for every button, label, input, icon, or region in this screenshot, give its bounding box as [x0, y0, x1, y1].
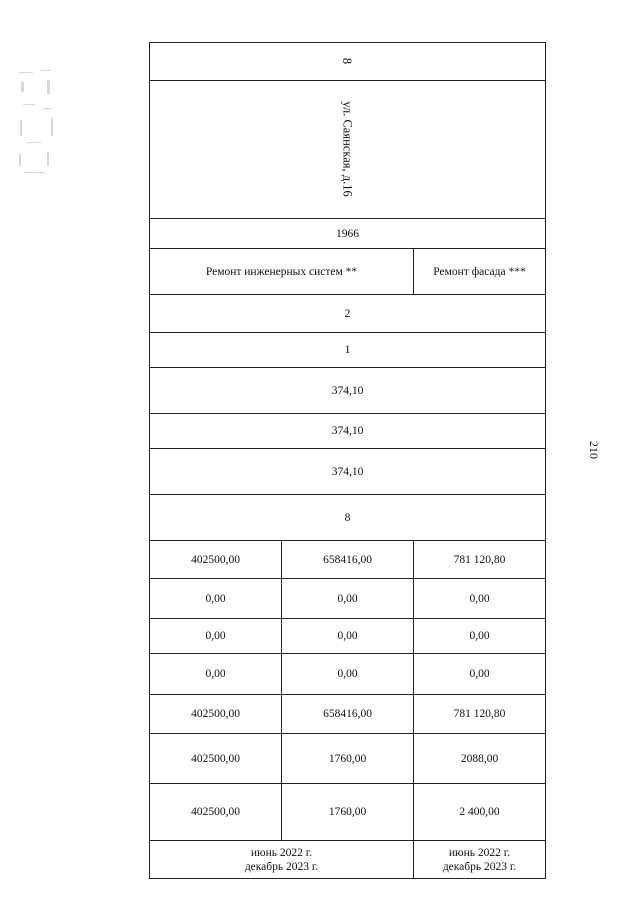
table-row	[150, 654, 546, 695]
value-cell: 402500,00	[150, 784, 282, 841]
table-row	[150, 333, 546, 368]
value-cell: 0,00	[414, 579, 546, 619]
value-cell: 402500,00	[150, 734, 282, 784]
period-start: июнь 2022 г.	[448, 846, 511, 859]
single-value-cell: 2	[150, 295, 546, 333]
repair-schedule-table	[149, 42, 546, 879]
value-cell: 402500,00	[150, 541, 282, 579]
value-cell: 0,00	[150, 619, 282, 654]
table-row	[150, 449, 546, 495]
table-row	[150, 541, 546, 579]
work-type-engineering: Ремонт инженерных систем **	[150, 249, 414, 295]
table-row	[150, 414, 546, 449]
page-number: 210	[587, 441, 601, 459]
value-cell: 0,00	[414, 654, 546, 695]
value-cell: 658416,00	[282, 695, 414, 734]
single-value-cell: 374,10	[150, 449, 546, 495]
single-value-cell: 374,10	[150, 414, 546, 449]
value-cell: 0,00	[282, 619, 414, 654]
year-cell: 1966	[150, 219, 546, 249]
scan-artifact	[17, 68, 57, 178]
table-row	[150, 619, 546, 654]
table-row	[150, 81, 546, 219]
period-engineering-cell	[150, 841, 414, 879]
value-cell: 0,00	[150, 654, 282, 695]
value-cell: 658416,00	[282, 541, 414, 579]
value-cell: 0,00	[282, 654, 414, 695]
address-text: ул. Саянская, д.16	[340, 101, 355, 197]
value-cell: 402500,00	[150, 695, 282, 734]
table-row	[150, 841, 546, 879]
table-row	[150, 734, 546, 784]
table-row	[150, 295, 546, 333]
address-cell	[150, 81, 546, 219]
value-cell: 2 400,00	[414, 784, 546, 841]
single-value-cell: 374,10	[150, 368, 546, 414]
single-value-cell: 1	[150, 333, 546, 368]
value-cell: 0,00	[282, 579, 414, 619]
work-type-facade: Ремонт фасада ***	[414, 249, 546, 295]
value-cell: 1760,00	[282, 784, 414, 841]
period-facade-cell	[414, 841, 546, 879]
value-cell: 0,00	[414, 619, 546, 654]
column-number-cell	[150, 43, 546, 81]
table-row	[150, 368, 546, 414]
table-row	[150, 695, 546, 734]
table-row	[150, 495, 546, 541]
period-start: июнь 2022 г.	[250, 846, 313, 859]
table-row	[150, 249, 546, 295]
value-cell: 1760,00	[282, 734, 414, 784]
table-row	[150, 43, 546, 81]
period-end: декабрь 2023 г.	[244, 860, 319, 873]
value-cell: 2088,00	[414, 734, 546, 784]
table-row	[150, 219, 546, 249]
single-value-cell: 8	[150, 495, 546, 541]
table-row	[150, 784, 546, 841]
value-cell: 781 120,80	[414, 695, 546, 734]
value-cell: 781 120,80	[414, 541, 546, 579]
value-cell: 0,00	[150, 579, 282, 619]
table-row	[150, 579, 546, 619]
column-number: 8	[340, 57, 355, 65]
period-end: декабрь 2023 г.	[442, 860, 517, 873]
